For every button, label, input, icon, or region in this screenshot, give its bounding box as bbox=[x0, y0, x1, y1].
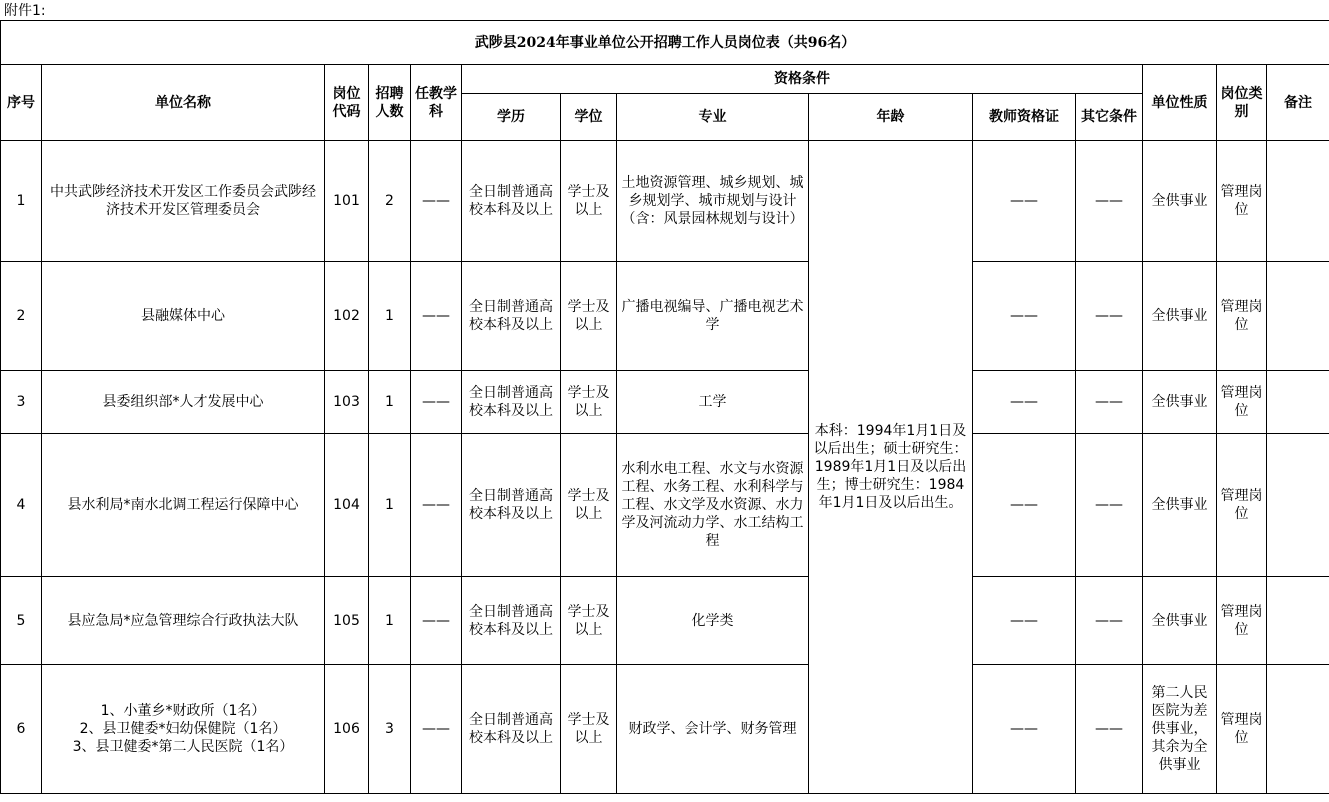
cell-cert: —— bbox=[973, 262, 1076, 371]
cell-unit-type: 第二人民医院为差供事业，其余为全供事业 bbox=[1143, 665, 1217, 794]
cell-education: 全日制普通高校本科及以上 bbox=[462, 434, 561, 577]
header-post-code: 岗位代码 bbox=[325, 65, 369, 141]
cell-unit-text: 1、小董乡*财政所（1名） 2、县卫健委*妇幼保健院（1名） 3、县卫健委*第二人民医院（1名） bbox=[72, 703, 294, 755]
cell-post-type: 管理岗位 bbox=[1217, 141, 1267, 262]
cell-seq: 3 bbox=[1, 371, 42, 434]
cell-seq: 4 bbox=[1, 434, 42, 577]
cell-degree: 学士及以上 bbox=[561, 577, 617, 665]
table-title: 武陟县2024年事业单位公开招聘工作人员岗位表（共96名） bbox=[1, 21, 1329, 65]
cell-other: —— bbox=[1076, 141, 1143, 262]
cell-age: 本科：1994年1月1日及以后出生；硕士研究生：1989年1月1日及以后出生；博士研究生：1984年1月1日及以后出生。 bbox=[809, 141, 973, 794]
cell-cert: —— bbox=[973, 141, 1076, 262]
cell-post-type: 管理岗位 bbox=[1217, 665, 1267, 794]
header-education: 学历 bbox=[462, 94, 561, 141]
cell-count: 1 bbox=[369, 371, 411, 434]
cell-remark bbox=[1267, 434, 1329, 577]
cell-post-type: 管理岗位 bbox=[1217, 371, 1267, 434]
cell-degree: 学士及以上 bbox=[561, 141, 617, 262]
annex-label: 附件1: bbox=[4, 3, 46, 19]
header-age: 年龄 bbox=[809, 94, 973, 141]
cell-major: 广播电视编导、广播电视艺术学 bbox=[617, 262, 809, 371]
cell-unit: 县融媒体中心 bbox=[42, 262, 325, 371]
header-post-type: 岗位类别 bbox=[1217, 65, 1267, 141]
cell-other: —— bbox=[1076, 371, 1143, 434]
cell-cert: —— bbox=[973, 371, 1076, 434]
cell-major: 工学 bbox=[617, 371, 809, 434]
cell-subject: —— bbox=[411, 434, 462, 577]
cell-subject: —— bbox=[411, 262, 462, 371]
cell-count: 1 bbox=[369, 434, 411, 577]
cell-major: 土地资源管理、城乡规划、城乡规划学、城市规划与设计（含：风景园林规划与设计） bbox=[617, 141, 809, 262]
cell-remark bbox=[1267, 665, 1329, 794]
cell-code: 102 bbox=[325, 262, 369, 371]
cell-cert: —— bbox=[973, 434, 1076, 577]
table-row bbox=[1, 262, 1329, 371]
cell-cert: —— bbox=[973, 577, 1076, 665]
cell-post-type: 管理岗位 bbox=[1217, 577, 1267, 665]
cell-unit: 县应急局*应急管理综合行政执法大队 bbox=[42, 577, 325, 665]
header-qualifications: 资格条件 bbox=[462, 65, 1143, 94]
cell-seq: 2 bbox=[1, 262, 42, 371]
header-other: 其它条件 bbox=[1076, 94, 1143, 141]
cell-major: 水利水电工程、水文与水资源工程、水务工程、水利科学与工程、水文学及水资源、水力学及河流动力学、水工结构工程 bbox=[617, 434, 809, 577]
cell-code: 103 bbox=[325, 371, 369, 434]
cell-subject: —— bbox=[411, 577, 462, 665]
header-major: 专业 bbox=[617, 94, 809, 141]
cell-unit: 县委组织部*人才发展中心 bbox=[42, 371, 325, 434]
header-teacher-cert: 教师资格证 bbox=[973, 94, 1076, 141]
table-row bbox=[1, 434, 1329, 577]
cell-seq: 6 bbox=[1, 665, 42, 794]
cell-post-type: 管理岗位 bbox=[1217, 262, 1267, 371]
cell-other: —— bbox=[1076, 577, 1143, 665]
cell-count: 1 bbox=[369, 262, 411, 371]
cell-unit-type: 全供事业 bbox=[1143, 434, 1217, 577]
header-degree: 学位 bbox=[561, 94, 617, 141]
cell-other: —— bbox=[1076, 665, 1143, 794]
cell-unit-type: 全供事业 bbox=[1143, 577, 1217, 665]
table-row bbox=[1, 665, 1329, 794]
cell-remark bbox=[1267, 262, 1329, 371]
cell-other: —— bbox=[1076, 262, 1143, 371]
cell-count: 2 bbox=[369, 141, 411, 262]
cell-cert: —— bbox=[973, 665, 1076, 794]
cell-unit-type: 全供事业 bbox=[1143, 371, 1217, 434]
cell-subject: —— bbox=[411, 141, 462, 262]
cell-degree: 学士及以上 bbox=[561, 262, 617, 371]
cell-remark bbox=[1267, 371, 1329, 434]
cell-degree: 学士及以上 bbox=[561, 434, 617, 577]
cell-education: 全日制普通高校本科及以上 bbox=[462, 665, 561, 794]
cell-code: 104 bbox=[325, 434, 369, 577]
header-teach-subject: 任教学科 bbox=[411, 65, 462, 141]
cell-unit: 中共武陟经济技术开发区工作委员会武陟经济技术开发区管理委员会 bbox=[42, 141, 325, 262]
cell-remark bbox=[1267, 577, 1329, 665]
cell-subject: —— bbox=[411, 665, 462, 794]
cell-code: 106 bbox=[325, 665, 369, 794]
cell-education: 全日制普通高校本科及以上 bbox=[462, 262, 561, 371]
header-remarks: 备注 bbox=[1267, 65, 1329, 141]
cell-subject: —— bbox=[411, 371, 462, 434]
cell-education: 全日制普通高校本科及以上 bbox=[462, 371, 561, 434]
table-row bbox=[1, 577, 1329, 665]
cell-degree: 学士及以上 bbox=[561, 665, 617, 794]
cell-degree: 学士及以上 bbox=[561, 371, 617, 434]
cell-unit-type: 全供事业 bbox=[1143, 262, 1217, 371]
cell-remark bbox=[1267, 141, 1329, 262]
cell-major: 化学类 bbox=[617, 577, 809, 665]
cell-unit-type: 全供事业 bbox=[1143, 141, 1217, 262]
table-row bbox=[1, 141, 1329, 262]
cell-major: 财政学、会计学、财务管理 bbox=[617, 665, 809, 794]
cell-seq: 5 bbox=[1, 577, 42, 665]
cell-count: 1 bbox=[369, 577, 411, 665]
cell-unit: 县水利局*南水北调工程运行保障中心 bbox=[42, 434, 325, 577]
cell-post-type: 管理岗位 bbox=[1217, 434, 1267, 577]
table-row bbox=[1, 371, 1329, 434]
recruitment-table bbox=[0, 20, 1329, 794]
cell-code: 105 bbox=[325, 577, 369, 665]
header-recruit-count: 招聘人数 bbox=[369, 65, 411, 141]
header-unit-type: 单位性质 bbox=[1143, 65, 1217, 141]
cell-education: 全日制普通高校本科及以上 bbox=[462, 577, 561, 665]
cell-seq: 1 bbox=[1, 141, 42, 262]
cell-unit bbox=[42, 665, 325, 794]
header-unit-name: 单位名称 bbox=[42, 65, 325, 141]
cell-other: —— bbox=[1076, 434, 1143, 577]
header-seq: 序号 bbox=[1, 65, 42, 141]
cell-education: 全日制普通高校本科及以上 bbox=[462, 141, 561, 262]
cell-count: 3 bbox=[369, 665, 411, 794]
cell-code: 101 bbox=[325, 141, 369, 262]
